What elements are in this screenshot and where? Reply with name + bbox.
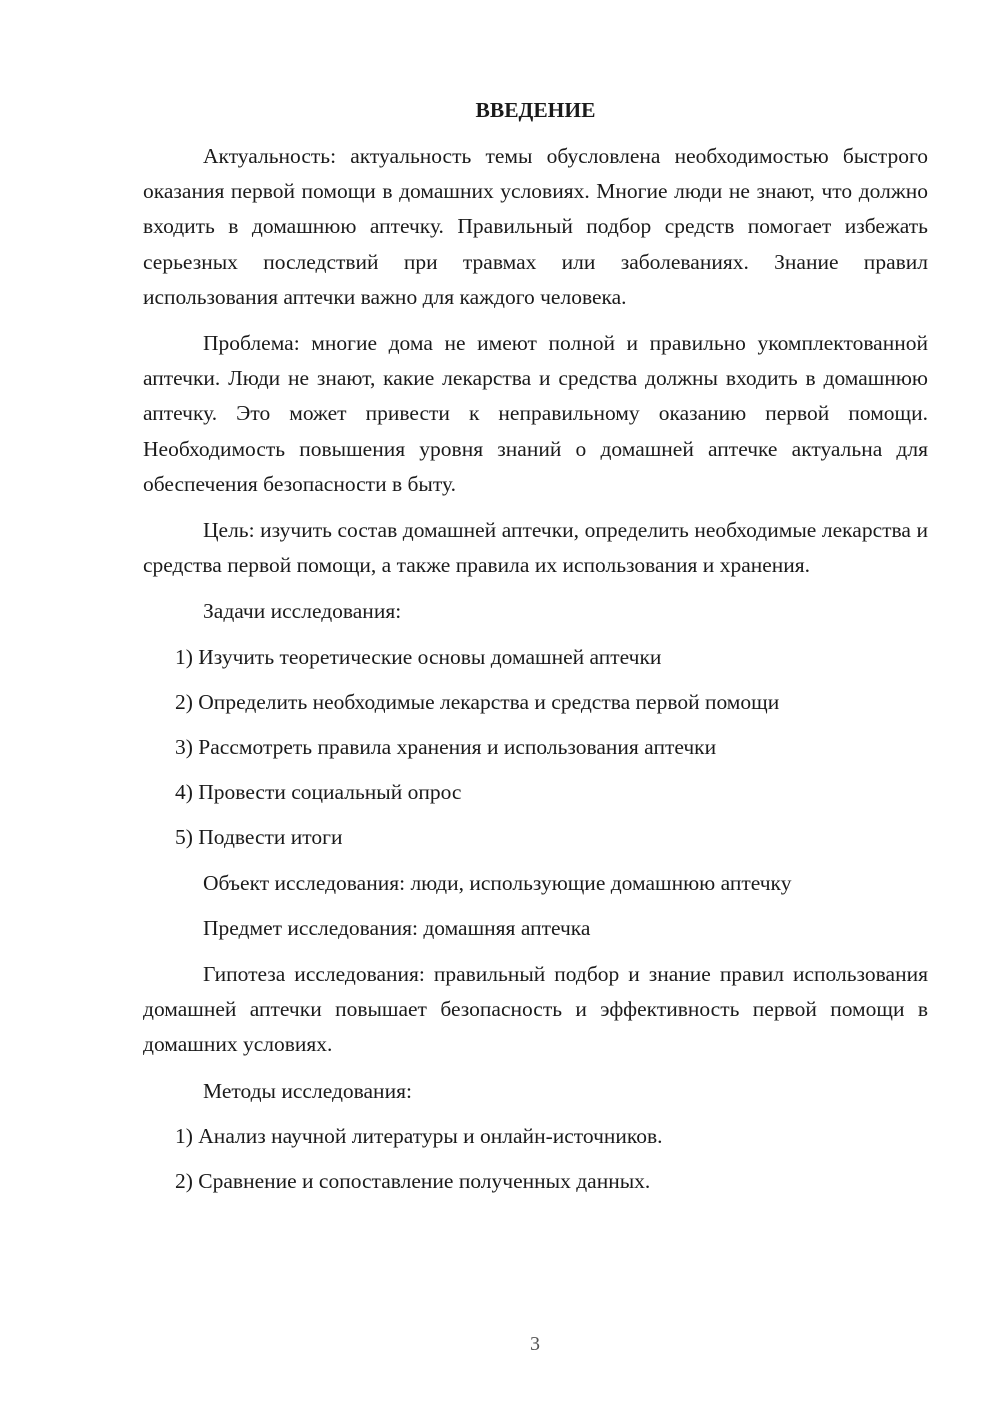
methods-heading: Методы исследования: [203,1078,412,1103]
problem-paragraph: Проблема: многие дома не имеют полной и правильно укомплектованной аптечки. Люди не знают, какие лекарства и средства должны входить в домашнюю аптечку. Это может привести к неправильному оказанию первой помощи. Необходимость повышения уровня знаний о домашней аптечке актуальна для обеспечения безопасности в быту. [143,331,928,496]
goal-paragraph: Цель: изучить состав домашней аптечки, определить необходимые лекарства и средства первой помощи, а также правила их использования и хранения. [143,518,928,578]
task-item-1: 1) Изучить теоретические основы домашней аптечки [175,644,662,669]
method-item-1: 1) Анализ научной литературы и онлайн-источников. [175,1123,663,1148]
task-item-4: 4) Провести социальный опрос [175,780,462,805]
object-paragraph: Объект исследования: люди, использующие домашнюю аптечку [203,870,792,895]
task-item-3: 3) Рассмотреть правила хранения и использования аптечки [175,735,717,760]
page-number: 3 [530,1333,540,1355]
tasks-heading: Задачи исследования: [203,599,402,624]
subject-paragraph: Предмет исследования: домашняя аптечка [203,915,591,940]
hypothesis-paragraph: Гипотеза исследования: правильный подбор и знание правил использования домашней аптечки повышает безопасность и эффективность первой помощи в домашних условиях. [143,962,928,1057]
page-content [143,95,928,1199]
task-item-5: 5) Подвести итоги [175,825,343,850]
relevance-paragraph: Актуальность: актуальность темы обусловлена необходимостью быстрого оказания первой помощи в домашних условиях. Многие люди не знают, что должно входить в домашнюю аптечку. Правильный подбор средств помогает избежать серьезных последствий при травмах или заболеваниях. Знание правил использования аптечки важно для каждого человека. [143,144,928,309]
section-title: ВВЕДЕНИЕ [475,98,596,122]
method-item-2: 2) Сравнение и сопоставление полученных данных. [175,1169,651,1194]
task-item-2: 2) Определить необходимые лекарства и средства первой помощи [175,689,780,714]
